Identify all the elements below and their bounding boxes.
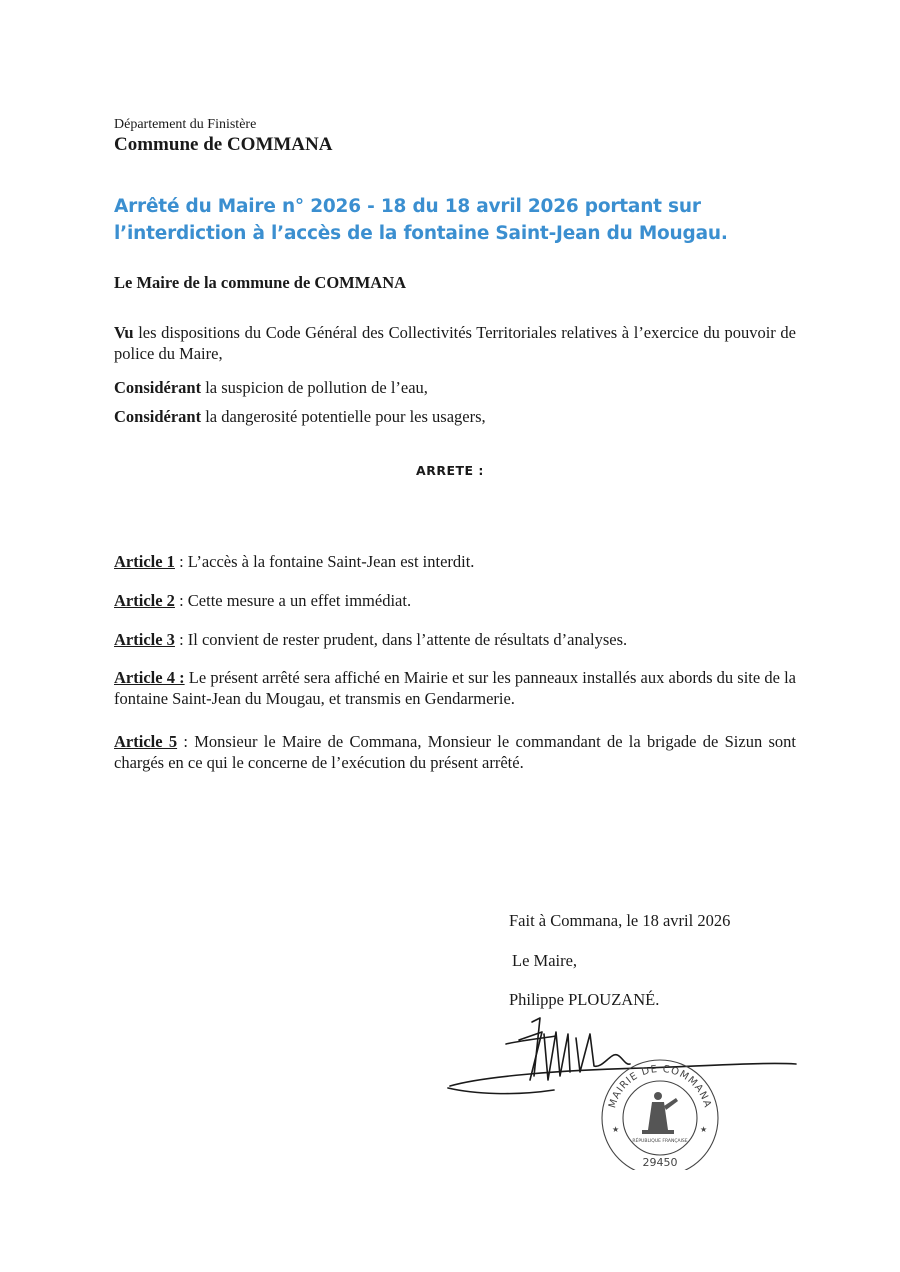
stamp-emblem-icon [642,1092,678,1134]
article-item [114,731,796,773]
consideration-item [114,377,796,398]
article-label: Article 5 [114,732,178,751]
signatory-name: Philippe PLOUZANÉ. [509,990,660,1009]
consideration-item [114,406,796,427]
stamp-band-text: RÉPUBLIQUE FRANÇAISE [632,1139,688,1144]
article-label: Article 4 : [114,668,185,687]
article-separator: : [174,591,188,610]
article-label: Article 2 [114,591,175,610]
consideration-text: la dangerosité potentielle pour les usagers, [201,407,486,426]
article-text: Cette mesure a un effet immédiat. [187,591,412,610]
mayor-heading: Le Maire de la commune de COMMANA [114,273,407,292]
article-text: Le présent arrêté sera affiché en Mairie et sur les panneaux installés aux abords du site de la fontaine Saint-Jean du Mougau, et transmis en Gendarmerie. [114,668,796,708]
article-separator: : [174,552,188,571]
consideration-lead: Vu [114,323,134,342]
consideration-text: les dispositions du Code Général des Collectivités Territoriales relatives à l’exercice du pouvoir de police du Maire, [114,323,796,363]
decision-heading: ARRETE : [416,463,484,478]
stamp-star-icon: ★ [700,1125,708,1134]
official-stamp [596,1058,724,1170]
article-text: L’accès à la fontaine Saint-Jean est interdit. [187,552,475,571]
place-date: Fait à Commana, le 18 avril 2026 [509,911,731,930]
article-item [114,629,796,650]
consideration-item [114,322,796,364]
decree-title: Arrêté du Maire n° 2026 - 18 du 18 avril 2026 portant sur l’interdiction à l’accès de la fontaine Saint-Jean du Mougau. [114,196,728,244]
department-label: Département du Finistère [114,117,257,132]
stamp-star-icon: ★ [612,1125,620,1134]
article-item [114,551,796,572]
article-separator: : [177,732,195,751]
article-separator: : [174,630,188,649]
consideration-lead: Considérant [114,378,202,397]
article-item [114,667,796,709]
commune-name: Commune de COMMANA [114,134,333,155]
stamp-postal-code: 29450 [642,1156,678,1169]
consideration-lead: Considérant [114,407,202,426]
article-label: Article 1 [114,552,175,571]
consideration-text: la suspicion de pollution de l’eau, [201,378,428,397]
article-text: Il convient de rester prudent, dans l’attente de résultats d’analyses. [187,630,628,649]
article-text: Monsieur le Maire de Commana, Monsieur le commandant de la brigade de Sizun sont chargés en ce qui le concerne de l’exécution du présent arrêté. [114,732,796,772]
article-item [114,590,796,611]
stamp-ring-text: MAIRIE DE COMMANA [607,1063,713,1110]
article-label: Article 3 [114,630,175,649]
signatory-role: Le Maire, [512,951,578,970]
